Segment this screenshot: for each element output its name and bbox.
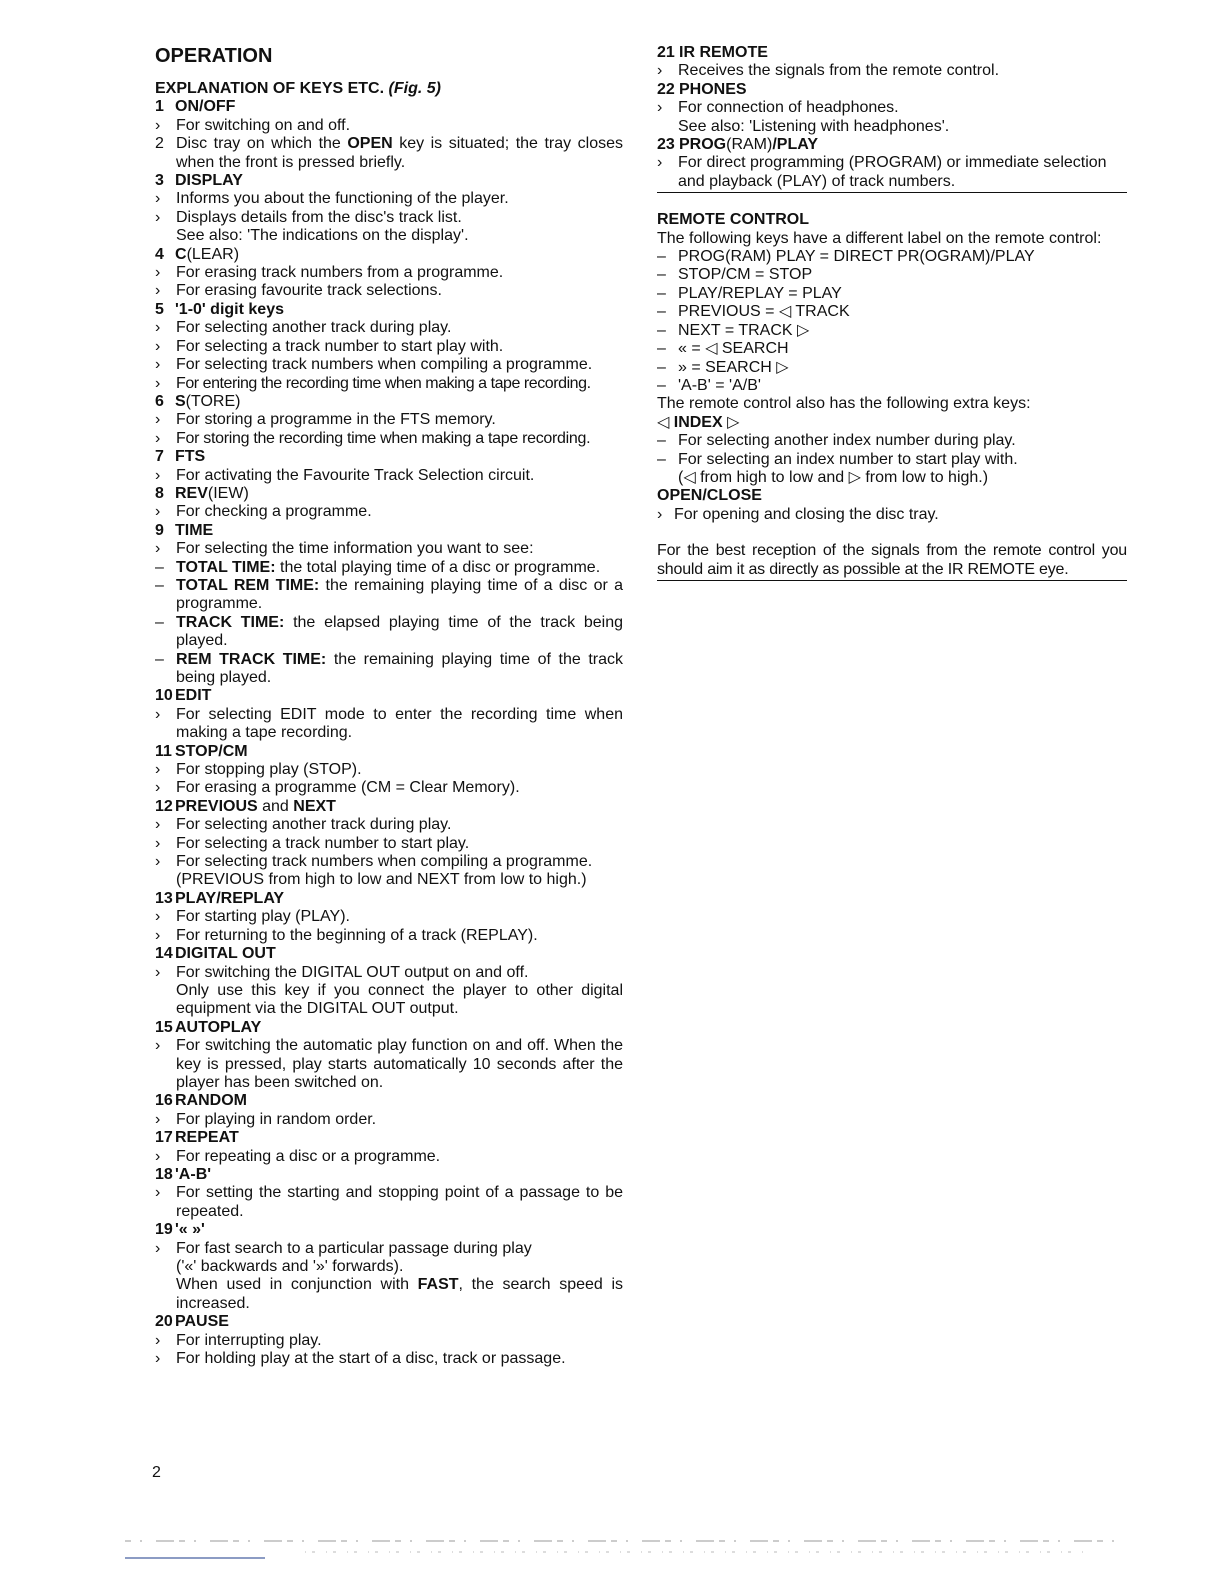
option-text: For selecting another index number during play.: [678, 432, 1016, 450]
bullet-marker: ›: [155, 1147, 161, 1165]
bullet: [155, 264, 623, 282]
bullet-marker: ›: [657, 99, 663, 117]
key-title: DIGITAL OUT: [175, 945, 276, 963]
key-6-title: [155, 393, 623, 411]
bullet-marker: ›: [155, 208, 161, 226]
option-text: the total playing time of a disc or programme.: [275, 558, 601, 576]
bullet: [155, 761, 623, 779]
dash-marker: –: [657, 321, 666, 339]
mapping-text: PROG(RAM) PLAY = DIRECT PR(OGRAM)/PLAY: [678, 248, 1035, 266]
note-text: [155, 1276, 623, 1313]
key-title: RANDOM: [175, 1092, 247, 1110]
bullet-text: For playing in random order.: [176, 1110, 377, 1128]
key-number: 15: [155, 1018, 173, 1036]
bullet-text: For connection of headphones.: [678, 99, 899, 117]
key-title: NEXT: [293, 797, 336, 815]
key-title: PLAY/REPLAY: [175, 889, 285, 907]
bullet-text: For starting play (PLAY).: [176, 908, 350, 926]
bullet: [155, 1240, 623, 1258]
dash-marker: –: [657, 340, 666, 358]
bullet: [155, 319, 623, 337]
bullet-marker: ›: [155, 908, 161, 926]
bullet-text: For holding play at the start of a disc, track or passage.: [176, 1350, 566, 1368]
key-number: 9: [155, 521, 164, 539]
key-title-joiner: and: [257, 797, 294, 815]
mapping: [657, 248, 1127, 266]
bullet-text: For storing the recording time when making a tape recording.: [176, 429, 591, 447]
bullet: [155, 540, 623, 558]
bullet: [155, 1037, 623, 1092]
bullet: [155, 964, 623, 982]
dash-marker: –: [657, 303, 666, 321]
page-title: OPERATION: [155, 45, 273, 67]
note-text-part: , the search speed is increased.: [176, 1276, 623, 1312]
note-text: (PREVIOUS from high to low and NEXT from low to high.): [176, 871, 587, 889]
key-number: 19: [155, 1221, 173, 1239]
key-title: '1-0' digit keys: [175, 300, 284, 318]
key-10-title: [155, 687, 623, 705]
key-number: 8: [155, 484, 164, 502]
bullet-marker: ›: [155, 761, 161, 779]
bullet-marker: ›: [657, 154, 663, 172]
key-number: 22: [657, 80, 675, 98]
bullet-marker: ›: [155, 190, 161, 208]
bullet-text: For switching on and off.: [176, 116, 351, 134]
index-key-title: ◁ INDEX ▷: [657, 413, 740, 431]
bullet-text: For erasing a programme (CM = Clear Memory).: [176, 779, 520, 797]
key-title: REV: [175, 484, 208, 502]
bullet-text: Informs you about the functioning of the player.: [176, 190, 509, 208]
bullet: [155, 375, 623, 393]
note-emph: FAST: [417, 1276, 459, 1294]
option-text: the remaining playing time of the track being played.: [176, 650, 624, 686]
key-title: AUTOPLAY: [175, 1018, 262, 1036]
bullet-marker: ›: [155, 282, 161, 300]
bullet: [155, 190, 623, 208]
bullet: [155, 706, 623, 743]
dash-marker: –: [657, 248, 666, 266]
option: [155, 559, 623, 577]
key-2-item: [155, 135, 623, 172]
key-number: 11: [155, 742, 172, 760]
key-title: PAUSE: [175, 1313, 229, 1331]
bullet-marker: ›: [155, 540, 161, 558]
spacer: [657, 524, 1127, 542]
key-number: 23: [657, 136, 675, 154]
key-16-title: [155, 1092, 623, 1110]
remote-intro: The following keys have a different label on the remote control:: [657, 229, 1102, 247]
bullet-marker: ›: [155, 503, 161, 521]
key-1-title: [155, 98, 623, 116]
bullet: [155, 356, 623, 374]
key-title: PREVIOUS: [175, 797, 258, 815]
bullet: [155, 1184, 623, 1221]
bullet-text: For entering the recording time when making a tape recording.: [176, 374, 591, 392]
bullet-marker: ›: [155, 834, 161, 852]
key-20-title: [155, 1313, 623, 1331]
option-text: the remaining playing time of a disc or a programme.: [176, 576, 623, 613]
option: [155, 614, 623, 651]
reception-note: For the best reception of the signals from the remote control you should aim it as directly as possible at the IR REMOTE eye.: [657, 542, 1127, 581]
key-11-title: [155, 743, 623, 761]
section-heading: [155, 80, 623, 98]
bullet-marker: ›: [657, 505, 663, 523]
key-title: FTS: [175, 448, 206, 466]
dash-marker: –: [155, 558, 164, 576]
key-number: 4: [155, 245, 164, 263]
bullet-text: For opening and closing the disc tray.: [674, 505, 939, 523]
key-title: /PLAY: [772, 136, 818, 154]
key-18-title: [155, 1166, 623, 1184]
dash-marker: –: [657, 450, 666, 468]
bullet-text: For fast search to a particular passage during play: [176, 1239, 532, 1257]
key-title-rest: (TORE): [185, 392, 241, 410]
key-number: 16: [155, 1092, 173, 1110]
key-number: 3: [155, 172, 164, 190]
key-number: 6: [155, 392, 164, 410]
bullet: [155, 1148, 623, 1166]
mapping-text: PREVIOUS = ◁ TRACK: [678, 303, 850, 321]
key-number: 14: [155, 945, 173, 963]
bullet-text: For setting the starting and stopping point of a passage to be repeated.: [176, 1184, 623, 1220]
bullet-text: For selecting track numbers when compiling a programme.: [176, 853, 593, 871]
key-number: 17: [155, 1129, 173, 1147]
bullet-text: Receives the signals from the remote control.: [678, 62, 1000, 80]
remote-heading: REMOTE CONTROL: [657, 211, 809, 229]
mapping: [657, 322, 1127, 340]
bullet-text: For repeating a disc or a programme.: [176, 1147, 441, 1165]
key-number: 21: [657, 44, 675, 61]
key-13-title: [155, 890, 623, 908]
mapping: [657, 303, 1127, 321]
mapping: [657, 266, 1127, 284]
bullet: [155, 816, 623, 834]
bullet-marker: ›: [155, 264, 161, 282]
option-text: For selecting an index number to start play with.: [678, 450, 1018, 468]
bullet: [155, 908, 623, 926]
bullet-text: For switching the automatic play function on and off. When the key is pressed, play starts automatically 10 seconds after the player has been switched on.: [176, 1037, 623, 1091]
option-label: TOTAL REM TIME:: [176, 576, 320, 594]
note-text: See also: 'Listening with headphones'.: [678, 117, 950, 135]
key-21-title: [657, 44, 1127, 62]
mapping: [657, 285, 1127, 303]
bullet: [155, 209, 623, 227]
bullet-marker: ›: [657, 62, 663, 80]
bullet-text: Displays details from the disc's track list.: [176, 208, 462, 226]
mapping-text: « = ◁ SEARCH: [678, 340, 789, 358]
key-title: TIME: [175, 521, 214, 539]
key-4-title: [155, 246, 623, 264]
option-label: TRACK TIME:: [176, 613, 285, 631]
dash-marker: –: [657, 432, 666, 450]
key-title: S: [175, 392, 186, 410]
bullet: [657, 506, 1127, 524]
key-title: PHONES: [679, 80, 747, 98]
bullet-text: For selecting a track number to start play.: [176, 834, 470, 852]
key-19-title: [155, 1221, 623, 1239]
dash-marker: –: [155, 650, 164, 668]
bullet: [155, 835, 623, 853]
bullet-marker: ›: [155, 411, 161, 429]
bullet-marker: ›: [155, 1110, 161, 1128]
bullet: [155, 411, 623, 429]
bullet: [155, 282, 623, 300]
key-title: PROG: [679, 136, 727, 154]
bullet: [155, 503, 623, 521]
bullet-marker: ›: [155, 1239, 161, 1257]
bullet-marker: ›: [155, 1350, 161, 1368]
dash-marker: –: [155, 576, 164, 594]
option-label: REM TRACK TIME:: [176, 650, 327, 668]
bullet-text: For switching the DIGITAL OUT output on and off.: [176, 963, 529, 981]
bullet: [155, 467, 623, 485]
bullet: [155, 338, 623, 356]
bullet: [657, 154, 1127, 193]
key-8-title: [155, 485, 623, 503]
key-text: Disc tray on which the: [176, 135, 348, 153]
mapping-text: STOP/CM = STOP: [678, 266, 813, 284]
heading-text: EXPLANATION OF KEYS ETC.: [155, 80, 385, 97]
bullet-text: For selecting track numbers when compiling a programme.: [176, 356, 593, 374]
key-17-title: [155, 1129, 623, 1147]
bullet-text: For checking a programme.: [176, 503, 372, 521]
mapping: [657, 377, 1127, 395]
bullet-text: For selecting EDIT mode to enter the recording time when making a tape recording.: [176, 705, 623, 742]
bullet-marker: ›: [155, 429, 161, 447]
scan-noise: [125, 1538, 1115, 1568]
mapping-text: 'A-B' = 'A/B': [678, 376, 761, 394]
mapping-text: PLAY/REPLAY = PLAY: [678, 284, 842, 302]
note-text: (◁ from high to low and ▷ from low to high.): [678, 468, 989, 486]
left-column: [155, 44, 623, 1368]
bullet-marker: ›: [155, 319, 161, 337]
bullet-text: For selecting a track number to start play with.: [176, 337, 504, 355]
bullet-text: For direct programming (PROGRAM) or immediate selection and playback (PLAY) of track numbers.: [678, 154, 1107, 190]
key-title-rest: (LEAR): [186, 245, 240, 263]
bullet: [657, 62, 1127, 80]
key-23-title: [657, 136, 1127, 154]
bullet: [155, 853, 623, 871]
option: [155, 577, 623, 614]
bullet: [155, 779, 623, 797]
option: [657, 451, 1127, 469]
bullet-marker: ›: [155, 816, 161, 834]
bullet-marker: ›: [155, 466, 161, 484]
bullet-text: For activating the Favourite Track Selection circuit.: [176, 466, 535, 484]
option: [155, 651, 623, 688]
bullet-marker: ›: [155, 705, 161, 723]
open-close-title: OPEN/CLOSE: [657, 487, 762, 505]
key-9-title: [155, 522, 623, 540]
key-number: 13: [155, 889, 173, 907]
key-title: 'A-B': [175, 1165, 212, 1183]
key-14-title: [155, 945, 623, 963]
dash-marker: –: [155, 613, 164, 631]
mapping: [657, 359, 1127, 377]
dash-marker: –: [657, 376, 666, 394]
key-3-title: [155, 172, 623, 190]
bullet-marker: ›: [155, 779, 161, 797]
key-number: 18: [155, 1165, 173, 1183]
key-emph: OPEN: [347, 135, 393, 153]
key-number: 5: [155, 300, 164, 318]
key-text: key is situated; the tray closes when the front is pressed briefly.: [176, 135, 624, 171]
key-12-title: [155, 798, 623, 816]
key-15-title: [155, 1019, 623, 1037]
key-number: 1: [155, 98, 164, 116]
key-22-title: [657, 81, 1127, 99]
bullet: [155, 1332, 623, 1350]
bullet-marker: ›: [155, 1184, 161, 1202]
mapping: [657, 340, 1127, 358]
remote-extra: The remote control also has the following extra keys:: [657, 395, 1031, 413]
bullet-marker: ›: [155, 1037, 161, 1055]
bullet-text: For interrupting play.: [176, 1331, 322, 1349]
key-title: C: [175, 245, 187, 263]
key-title-rest: (RAM): [726, 136, 773, 154]
bullet: [155, 1111, 623, 1129]
bullet: [155, 117, 623, 135]
bullet: [657, 99, 1127, 117]
mapping-text: » = SEARCH ▷: [678, 358, 789, 376]
dash-marker: –: [657, 284, 666, 302]
dash-marker: –: [657, 358, 666, 376]
key-number: 20: [155, 1313, 173, 1331]
bullet-text: For stopping play (STOP).: [176, 761, 362, 779]
key-number: 10: [155, 687, 173, 705]
option-text: the elapsed playing time of the track being played.: [176, 613, 624, 650]
bullet-text: For selecting another track during play.: [176, 319, 452, 337]
key-title: '« »': [175, 1221, 205, 1239]
note-text-part: When used in conjunction with: [176, 1276, 418, 1294]
bullet-text: For erasing track numbers from a programme.: [176, 264, 504, 282]
bullet-text: For selecting another track during play.: [176, 816, 452, 834]
bullet-text: For returning to the beginning of a track (REPLAY).: [176, 926, 538, 944]
key-7-title: [155, 448, 623, 466]
figure-ref: (Fig. 5): [388, 80, 441, 97]
bullet: [155, 927, 623, 945]
key-title: ON/OFF: [175, 98, 236, 116]
bullet-text: For erasing favourite track selections.: [176, 282, 442, 300]
bullet-marker: ›: [155, 853, 161, 871]
key-title: DISPLAY: [175, 172, 243, 190]
right-column: [657, 44, 1127, 581]
bullet: [155, 1350, 623, 1368]
key-title-rest: (IEW): [207, 484, 249, 502]
bullet-marker: ›: [155, 116, 161, 134]
note-text: Only use this key if you connect the player to other digital equipment via the DIGITAL OUT output.: [176, 981, 623, 1018]
key-5-title: [155, 301, 623, 319]
bullet-text: For storing a programme in the FTS memory.: [176, 411, 496, 429]
option: [657, 432, 1127, 450]
bullet-marker: ›: [155, 337, 161, 355]
note-text: ('«' backwards and '»' forwards).: [176, 1258, 404, 1275]
bullet-marker: ›: [155, 356, 161, 374]
key-number: 7: [155, 448, 164, 466]
bullet-marker: ›: [155, 926, 161, 944]
dash-marker: –: [657, 266, 666, 284]
key-title: STOP/CM: [175, 742, 248, 760]
bullet-marker: ›: [155, 1331, 161, 1349]
note-text: See also: 'The indications on the display'.: [176, 227, 469, 245]
spacer: [657, 193, 1127, 211]
mapping-text: NEXT = TRACK ▷: [678, 321, 810, 339]
option-label: TOTAL TIME:: [176, 558, 276, 576]
bullet: [155, 430, 623, 448]
key-title: REPEAT: [175, 1129, 239, 1147]
key-title: IR REMOTE: [679, 44, 768, 61]
key-title: EDIT: [175, 687, 212, 705]
bullet-marker: ›: [155, 963, 161, 981]
key-number: 12: [155, 797, 173, 815]
key-number: 2: [155, 135, 164, 153]
bullet-marker: ›: [155, 374, 161, 392]
page-number: 2: [152, 1464, 161, 1481]
bullet-text: For selecting the time information you want to see:: [176, 540, 534, 558]
